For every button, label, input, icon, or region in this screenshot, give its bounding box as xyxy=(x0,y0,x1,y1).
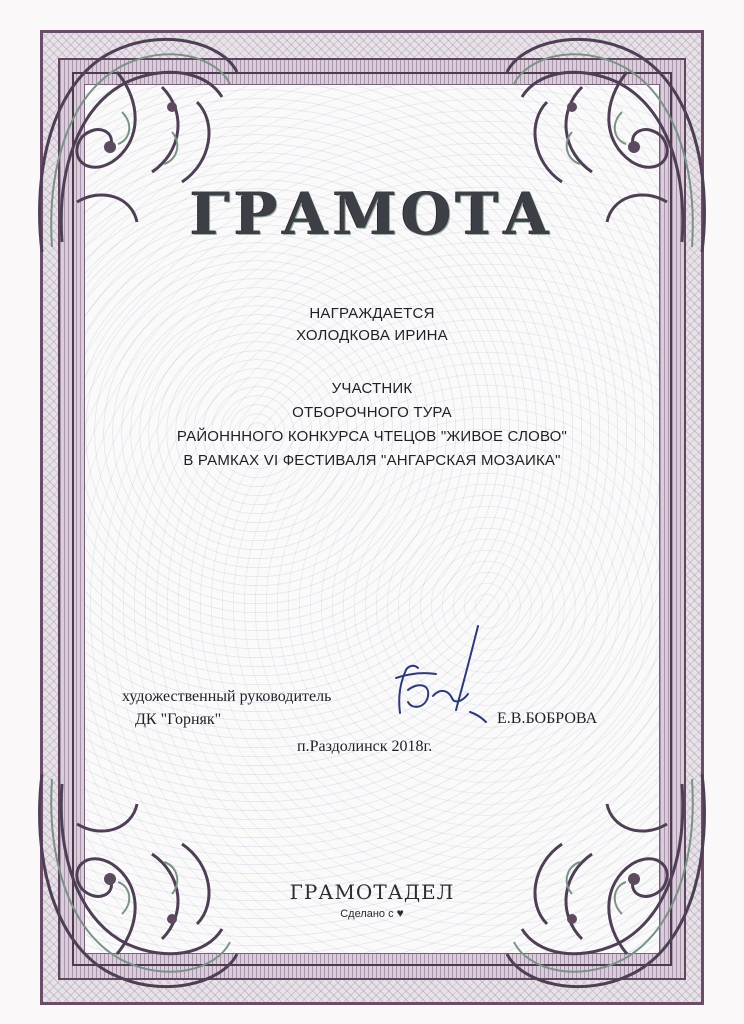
signer-organization: ДК "Горняк" xyxy=(135,711,222,728)
recipient-name: ХОЛОДКОВА ИРИНА xyxy=(296,327,448,344)
handwritten-signature xyxy=(378,618,488,728)
place-date: п.Раздолинск 2018г. xyxy=(297,738,433,755)
award-line-1: УЧАСТНИК xyxy=(331,380,413,397)
award-line-2: ОТБОРОЧНОГО ТУРА xyxy=(292,404,452,421)
award-line-4: В РАМКАХ VI ФЕСТИВАЛЯ "АНГАРСКАЯ МОЗАИКА" xyxy=(183,452,561,469)
certificate-title: ГРАМОТА xyxy=(189,180,555,248)
brand-logo: ГРАМОТАДЕЛ xyxy=(289,880,455,904)
brand-tagline-text: Сделано с xyxy=(340,908,394,920)
awarded-label: НАГРАЖДАЕТСЯ xyxy=(309,305,435,322)
signer-name: Е.В.БОБРОВА xyxy=(497,710,598,727)
award-line-3: РАЙОНННОГО КОНКУРСА ЧТЕЦОВ "ЖИВОЕ СЛОВО" xyxy=(176,428,568,445)
signer-position: художественный руководитель xyxy=(122,688,332,705)
heart-icon: ♥ xyxy=(396,906,404,920)
brand-tagline xyxy=(0,906,744,920)
